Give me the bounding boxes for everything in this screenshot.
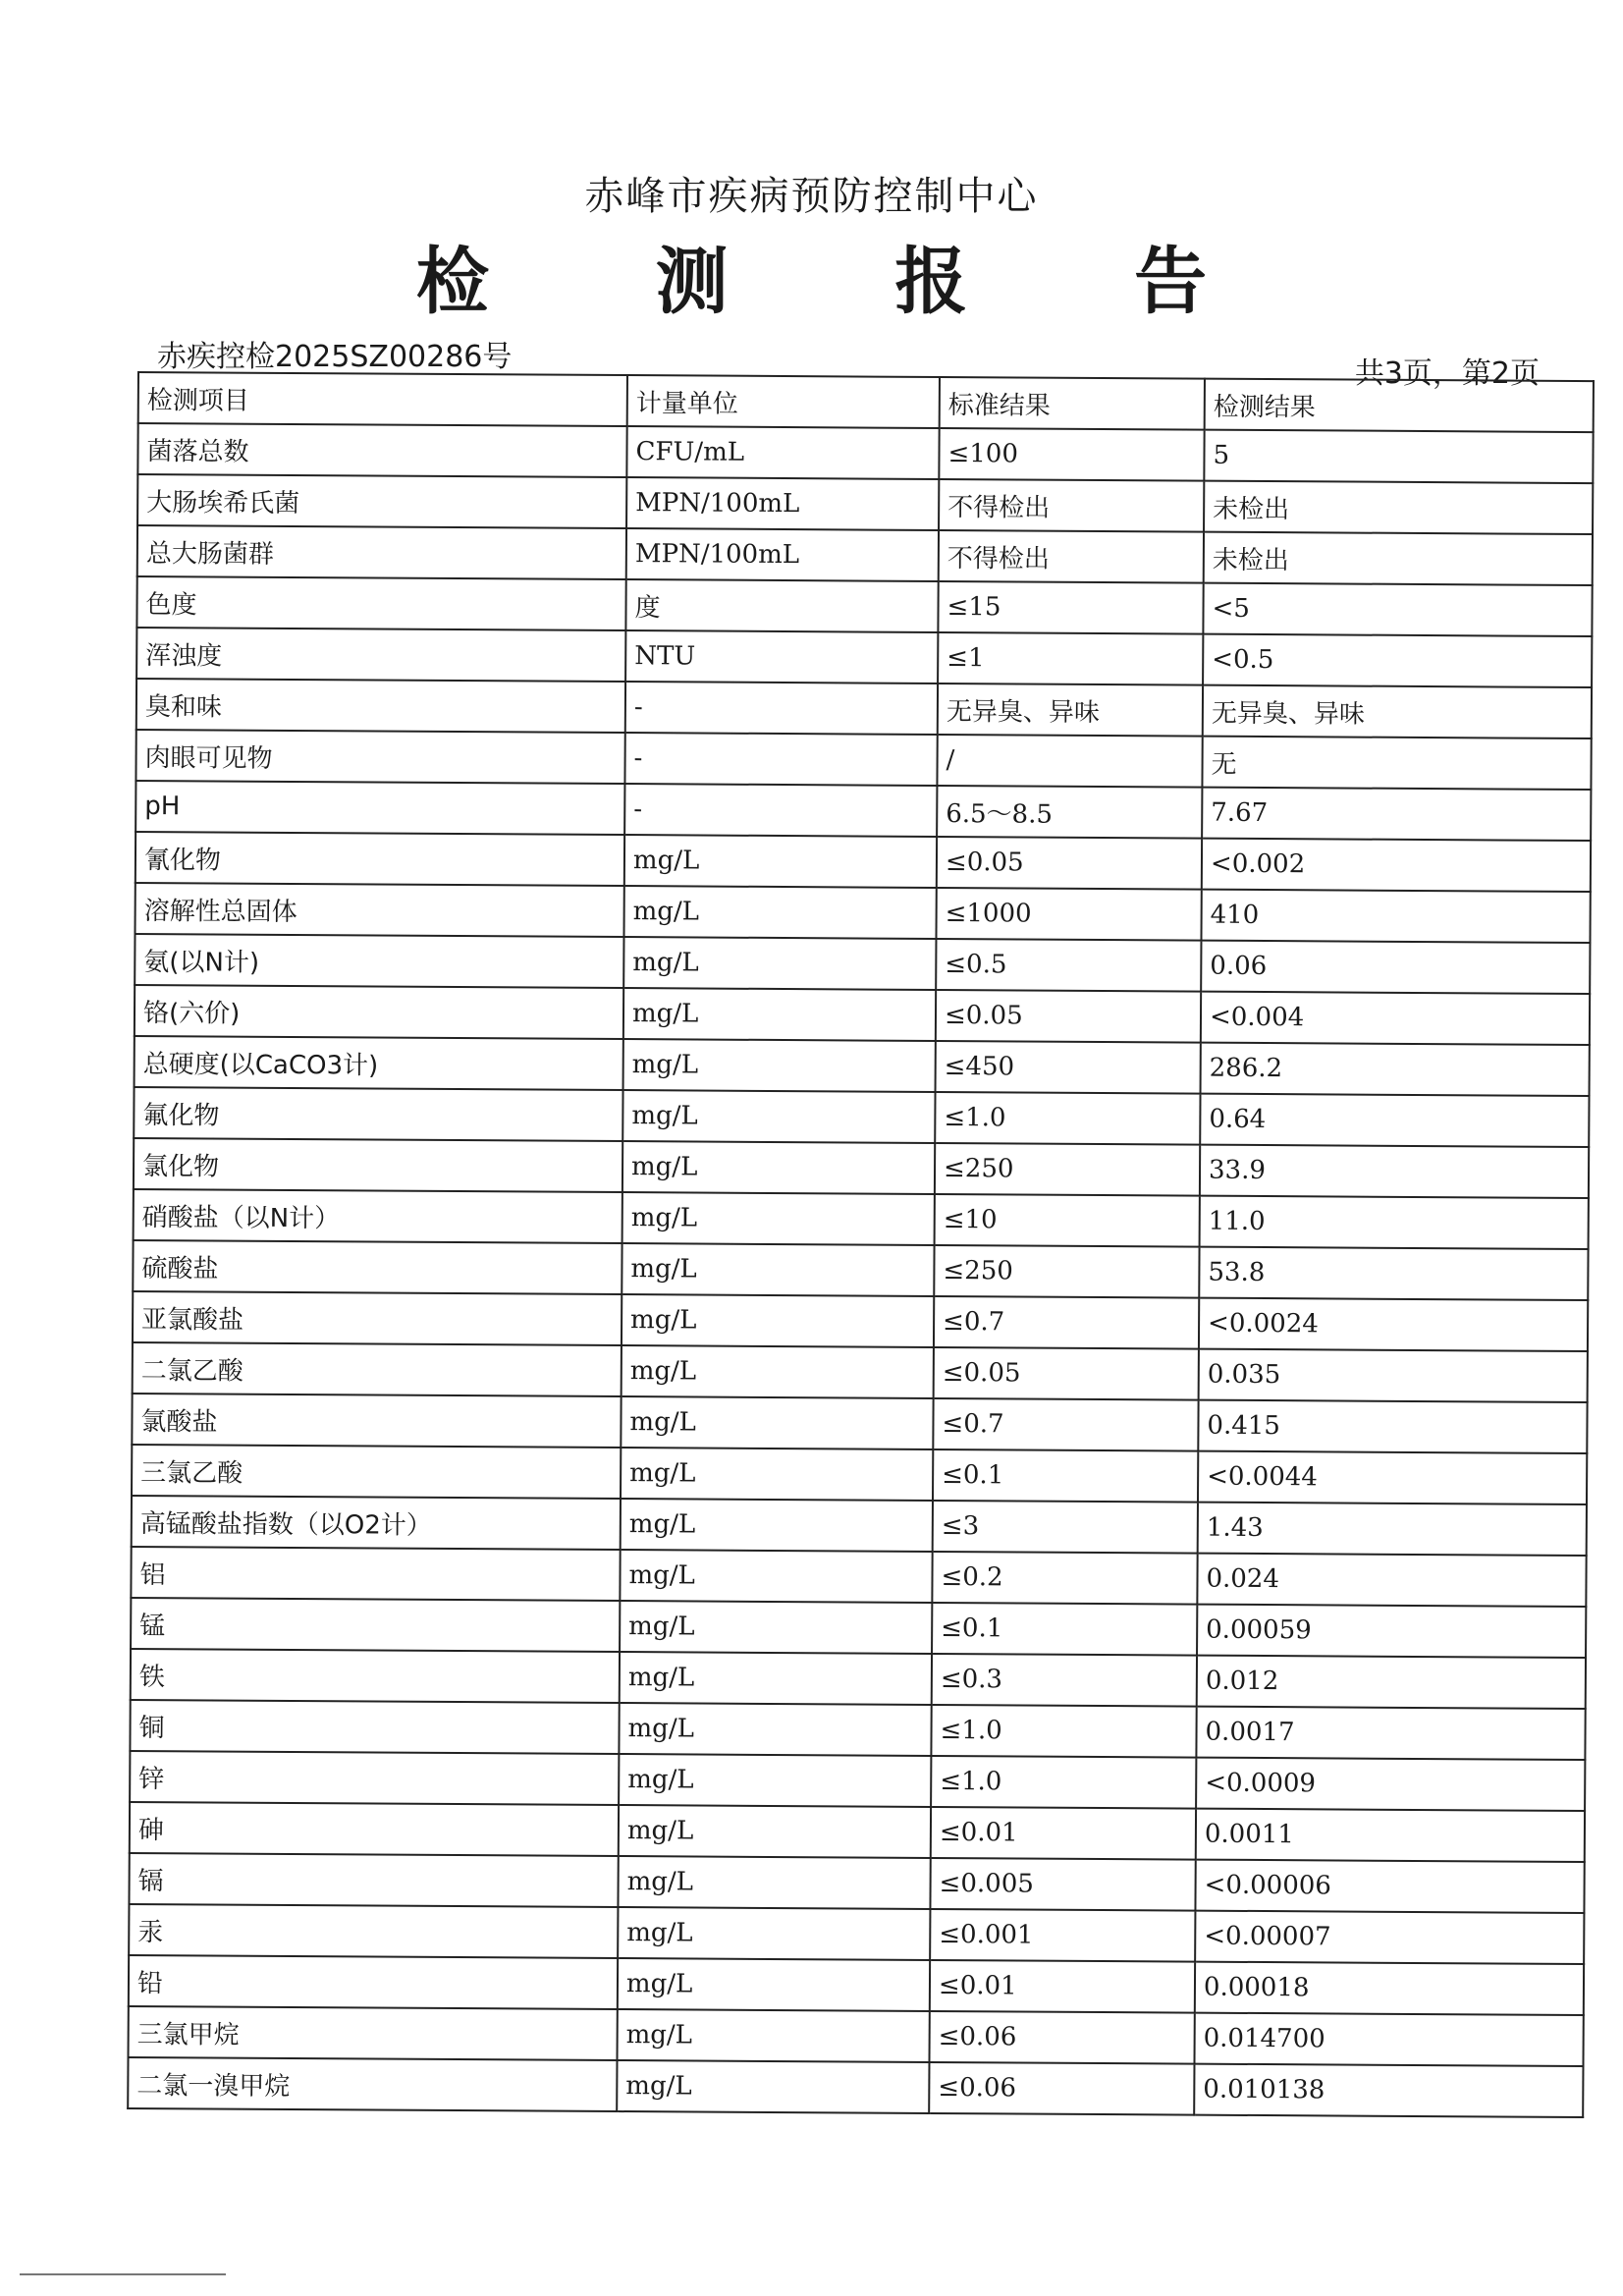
cell-item-name: 氯化物: [134, 1138, 622, 1192]
cell-item-name: 氰化物: [135, 832, 624, 886]
cell-standard-limit: 不得检出: [939, 479, 1204, 532]
table-row: [132, 1496, 1587, 1556]
cell-standard-limit: ≤1: [938, 632, 1203, 685]
column-header-unit: 计量单位: [627, 375, 940, 428]
cell-unit: mg/L: [622, 1090, 935, 1143]
cell-unit: mg/L: [618, 1958, 930, 2011]
cell-standard-limit: 不得检出: [939, 530, 1204, 583]
table-row: [130, 1700, 1585, 1760]
cell-standard-limit: ≤0.1: [933, 1449, 1198, 1503]
cell-result-value: 0.0017: [1196, 1707, 1585, 1760]
cell-standard-limit: ≤0.5: [936, 939, 1201, 992]
cell-result-value: <0.00007: [1195, 1911, 1584, 1964]
cell-unit: mg/L: [618, 1907, 930, 1960]
cell-item-name: 铜: [130, 1700, 619, 1754]
cell-result-value: 0.024: [1197, 1554, 1586, 1607]
cell-result-value: <0.0044: [1198, 1451, 1587, 1504]
cell-item-name: 铬(六价): [135, 985, 623, 1039]
cell-unit: mg/L: [622, 1345, 934, 1398]
organization-name: 赤峰市疾病预防控制中心: [584, 174, 1039, 219]
table-row: [131, 1547, 1586, 1607]
cell-standard-limit: ≤0.05: [937, 837, 1202, 890]
cell-standard-limit: 无异臭、异味: [938, 683, 1203, 737]
cell-result-value: 7.67: [1202, 788, 1591, 841]
cell-standard-limit: ≤0.001: [930, 1909, 1195, 1962]
cell-unit: mg/L: [622, 1141, 935, 1194]
cell-unit: MPN/100mL: [626, 477, 939, 530]
cell-result-value: 0.010138: [1194, 2064, 1583, 2117]
table-row: [129, 1904, 1584, 1964]
cell-item-name: 镉: [129, 1853, 618, 1907]
results-table-container: [127, 371, 1522, 2118]
cell-result-value: <0.00006: [1195, 1860, 1584, 1913]
table-row: [128, 2057, 1583, 2117]
cell-item-name: 汞: [129, 1904, 618, 1958]
cell-standard-limit: ≤0.05: [934, 1347, 1199, 1400]
cell-result-value: 33.9: [1200, 1145, 1589, 1198]
cell-unit: mg/L: [621, 1499, 933, 1552]
cell-result-value: 286.2: [1201, 1043, 1590, 1096]
cell-item-name: 大肠埃希氏菌: [137, 474, 626, 528]
cell-unit: mg/L: [620, 1550, 932, 1603]
table-row: [133, 1291, 1588, 1351]
cell-item-name: 铝: [131, 1547, 620, 1601]
table-row: [136, 679, 1592, 738]
table-row: [137, 474, 1593, 534]
cell-unit: CFU/mL: [626, 426, 939, 479]
cell-item-name: 铅: [129, 1955, 618, 2009]
cell-unit: -: [624, 784, 937, 837]
table-row: [130, 1802, 1585, 1862]
cell-unit: mg/L: [623, 1039, 936, 1092]
table-row: [136, 576, 1592, 636]
cell-standard-limit: ≤0.01: [930, 1960, 1195, 2013]
table-row: [135, 934, 1590, 994]
table-row: [130, 1751, 1585, 1811]
cell-unit: 度: [625, 579, 938, 632]
cell-standard-limit: ≤0.1: [932, 1603, 1197, 1656]
cell-item-name: 总大肠菌群: [137, 525, 626, 579]
table-row: [135, 730, 1591, 790]
cell-standard-limit: 6.5～8.5: [937, 786, 1202, 839]
cell-standard-limit: ≤0.7: [933, 1398, 1198, 1451]
cell-result-value: 0.012: [1197, 1656, 1586, 1709]
cell-unit: mg/L: [619, 1805, 931, 1858]
cell-result-value: 0.64: [1200, 1094, 1589, 1147]
cell-result-value: 未检出: [1204, 532, 1593, 585]
cell-item-name: 浑浊度: [136, 628, 625, 682]
cell-item-name: 总硬度(以CaCO3计): [135, 1036, 623, 1090]
cell-result-value: 未检出: [1204, 481, 1593, 534]
cell-standard-limit: ≤0.06: [929, 2062, 1194, 2115]
table-row: [129, 2006, 1584, 2066]
cell-item-name: 砷: [130, 1802, 619, 1856]
cell-item-name: 氟化物: [134, 1087, 622, 1141]
document-title: 检 测 报 告: [415, 240, 1278, 324]
cell-item-name: 亚氯酸盐: [133, 1291, 622, 1345]
cell-item-name: 二氯乙酸: [133, 1342, 622, 1396]
cell-standard-limit: ≤1.0: [935, 1092, 1200, 1145]
table-row: [129, 1853, 1584, 1913]
column-header-standard: 标准结果: [940, 377, 1205, 430]
table-row: [135, 985, 1590, 1045]
cell-standard-limit: ≤0.05: [936, 990, 1201, 1043]
cell-unit: mg/L: [623, 937, 936, 990]
cell-item-name: 肉眼可见物: [135, 730, 624, 784]
cell-unit: -: [624, 733, 937, 786]
cell-standard-limit: /: [937, 735, 1202, 788]
cell-item-name: 硝酸盐（以N计）: [134, 1189, 622, 1243]
cell-item-name: 二氯一溴甲烷: [128, 2057, 617, 2111]
report-number: 赤疾控检2025SZ00286号: [157, 340, 513, 374]
table-row: [133, 1240, 1588, 1300]
results-table: [127, 371, 1595, 2118]
cell-unit: mg/L: [622, 1243, 934, 1296]
cell-item-name: 三氯乙酸: [132, 1445, 621, 1499]
table-row: [132, 1394, 1587, 1453]
cell-item-name: 高锰酸盐指数（以O2计）: [132, 1496, 621, 1550]
cell-standard-limit: ≤0.01: [931, 1807, 1196, 1860]
cell-item-name: 溶解性总固体: [135, 883, 623, 937]
column-header-item: 检测项目: [138, 372, 627, 426]
table-row: [135, 883, 1590, 943]
cell-standard-limit: ≤250: [934, 1245, 1199, 1298]
cell-unit: mg/L: [622, 1192, 935, 1245]
cell-standard-limit: ≤0.06: [929, 2011, 1194, 2064]
cell-result-value: 11.0: [1200, 1196, 1589, 1249]
cell-standard-limit: ≤1000: [936, 888, 1201, 941]
cell-unit: mg/L: [620, 1652, 932, 1705]
cell-unit: mg/L: [618, 1856, 930, 1909]
cell-unit: mg/L: [620, 1601, 932, 1654]
cell-result-value: 无异臭、异味: [1203, 685, 1592, 738]
cell-item-name: pH: [135, 781, 624, 835]
cell-item-name: 色度: [136, 576, 625, 630]
cell-result-value: <5: [1203, 583, 1592, 636]
cell-standard-limit: ≤0.7: [934, 1296, 1199, 1349]
cell-standard-limit: ≤0.2: [932, 1552, 1197, 1605]
cell-result-value: <0.0009: [1196, 1758, 1585, 1811]
cell-result-value: 无: [1202, 737, 1591, 790]
table-row: [131, 1649, 1586, 1709]
cell-result-value: <0.002: [1202, 839, 1591, 892]
cell-result-value: 410: [1201, 890, 1590, 943]
table-row: [131, 1598, 1586, 1658]
cell-standard-limit: ≤0.3: [932, 1654, 1197, 1707]
cell-standard-limit: ≤15: [938, 581, 1203, 634]
page-info: 共3页，第2页: [1354, 356, 1540, 391]
cell-unit: mg/L: [617, 2060, 929, 2113]
cell-unit: mg/L: [618, 2009, 930, 2062]
cell-item-name: 菌落总数: [137, 423, 626, 477]
table-row: [137, 525, 1593, 585]
cell-item-name: 锰: [131, 1598, 620, 1652]
cell-unit: mg/L: [623, 886, 936, 939]
cell-standard-limit: ≤100: [939, 428, 1204, 481]
table-row: [135, 781, 1591, 841]
cell-item-name: 臭和味: [136, 679, 625, 733]
cell-result-value: <0.004: [1201, 992, 1590, 1045]
cell-unit: NTU: [625, 630, 938, 683]
cell-item-name: 氨(以N计): [135, 934, 623, 988]
cell-standard-limit: ≤10: [935, 1194, 1200, 1247]
cell-unit: mg/L: [623, 988, 936, 1041]
table-row: [129, 1955, 1584, 2015]
cell-item-name: 硫酸盐: [133, 1240, 622, 1294]
cell-item-name: 锌: [130, 1751, 619, 1805]
cell-standard-limit: ≤3: [933, 1501, 1198, 1554]
table-row: [134, 1189, 1589, 1249]
table-row: [135, 832, 1591, 892]
scan-edge-line: [20, 2273, 226, 2275]
cell-result-value: 0.00059: [1197, 1605, 1586, 1658]
cell-result-value: 0.06: [1201, 941, 1590, 994]
cell-result-value: 53.8: [1199, 1247, 1588, 1300]
cell-item-name: 铁: [131, 1649, 620, 1703]
cell-result-value: <0.0024: [1199, 1298, 1588, 1351]
cell-standard-limit: ≤250: [935, 1143, 1200, 1196]
table-header-row: [138, 372, 1594, 432]
table-row: [134, 1138, 1589, 1198]
cell-result-value: 0.035: [1199, 1349, 1588, 1402]
cell-result-value: 5: [1204, 430, 1593, 483]
cell-unit: mg/L: [619, 1703, 931, 1756]
table-row: [134, 1087, 1589, 1147]
cell-result-value: 0.00018: [1195, 1962, 1584, 2015]
cell-unit: mg/L: [624, 835, 937, 888]
table-row: [133, 1342, 1588, 1402]
cell-item-name: 三氯甲烷: [129, 2006, 618, 2060]
cell-item-name: 氯酸盐: [132, 1394, 621, 1448]
cell-standard-limit: ≤0.005: [930, 1858, 1195, 1911]
table-row: [135, 1036, 1590, 1096]
cell-standard-limit: ≤1.0: [931, 1756, 1196, 1809]
cell-standard-limit: ≤1.0: [931, 1705, 1196, 1758]
cell-result-value: 0.014700: [1194, 2013, 1583, 2066]
table-row: [136, 628, 1592, 687]
cell-result-value: 0.415: [1198, 1400, 1587, 1453]
cell-standard-limit: ≤450: [936, 1041, 1201, 1094]
cell-result-value: 1.43: [1198, 1503, 1587, 1556]
cell-unit: mg/L: [622, 1294, 934, 1347]
cell-unit: -: [625, 682, 938, 735]
column-header-result: 检测结果: [1205, 379, 1594, 432]
cell-result-value: <0.5: [1203, 634, 1592, 687]
table-body: [128, 423, 1593, 2117]
table-row: [137, 423, 1593, 483]
cell-unit: MPN/100mL: [626, 528, 939, 581]
cell-result-value: 0.0011: [1196, 1809, 1585, 1862]
cell-unit: mg/L: [621, 1396, 933, 1449]
cell-unit: mg/L: [619, 1754, 931, 1807]
cell-unit: mg/L: [621, 1448, 933, 1501]
table-row: [132, 1445, 1587, 1504]
